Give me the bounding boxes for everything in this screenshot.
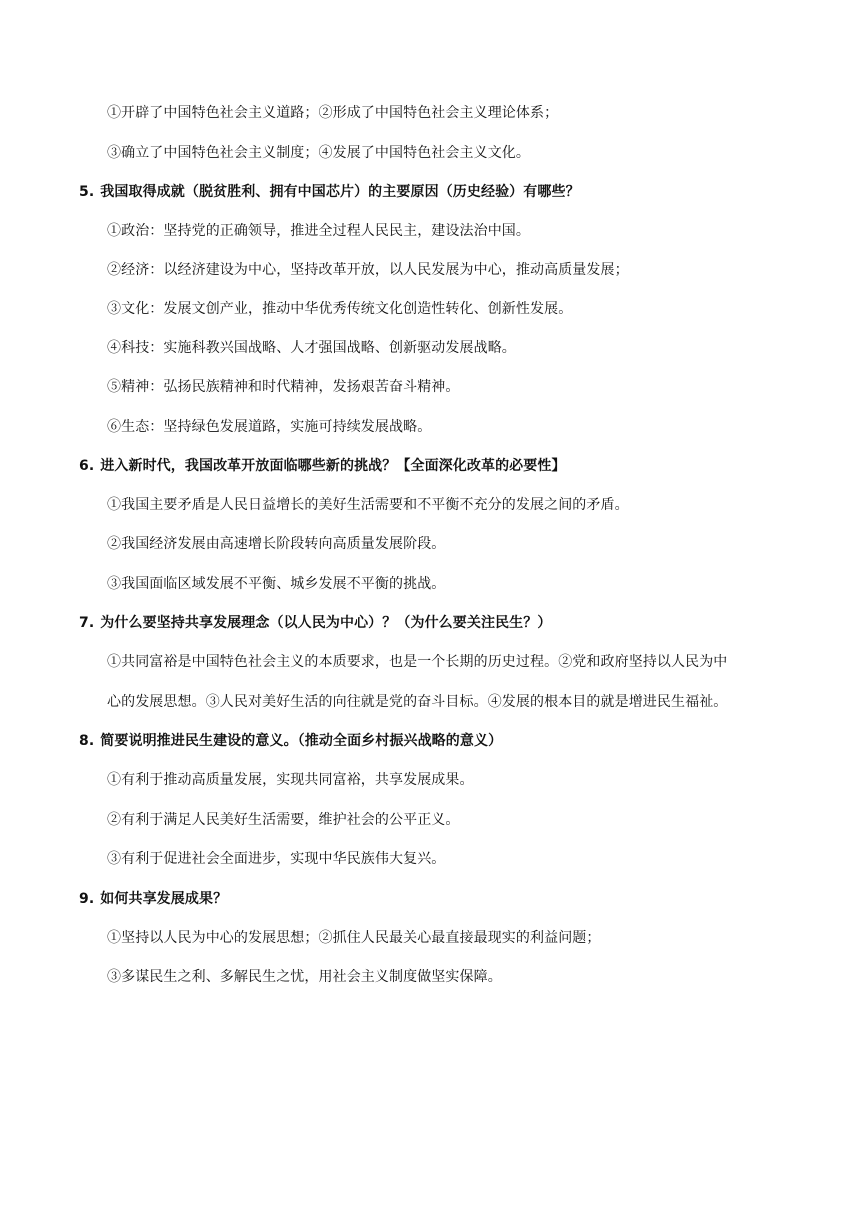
- intro-line-2: ③确立了中国特色社会主义制度；④发展了中国特色社会主义文化。: [107, 145, 530, 161]
- answer-line: ③多谋民生之利、多解民生之忧，用社会主义制度做坚实保障。: [107, 969, 502, 985]
- answer-line: ⑤精神：弘扬民族精神和时代精神，发扬艰苦奋斗精神。: [107, 379, 460, 395]
- question-text: 如何共享发展成果？: [100, 891, 228, 907]
- answer-line: 心的发展思想。③人民对美好生活的向往就是党的奋斗目标。④发展的根本目的就是增进民生福祉。: [107, 694, 728, 710]
- question-7: [79, 613, 551, 633]
- question-5: [79, 182, 580, 202]
- question-number: 8.: [79, 733, 95, 749]
- answer-line: ②我国经济发展由高速增长阶段转向高质量发展阶段。: [107, 536, 446, 552]
- question-text: 进入新时代，我国改革开放面临哪些新的挑战？【全面深化改革的必要性】: [100, 458, 566, 474]
- answer-line: ②经济：以经济建设为中心，坚持改革开放，以人民发展为中心，推动高质量发展；: [107, 262, 629, 278]
- answer-line: ⑥生态：坚持绿色发展道路，实施可持续发展战略。: [107, 419, 432, 435]
- answer-line: ③我国面临区域发展不平衡、城乡发展不平衡的挑战。: [107, 576, 446, 592]
- question-8: [79, 731, 502, 751]
- answer-line: ③有利于促进社会全面进步，实现中华民族伟大复兴。: [107, 851, 446, 867]
- answer-line: ①政治：坚持党的正确领导，推进全过程人民民主，建设法治中国。: [107, 223, 530, 239]
- answer-line: ④科技：实施科教兴国战略、人才强国战略、创新驱动发展战略。: [107, 340, 516, 356]
- question-number: 7.: [79, 615, 95, 631]
- answer-line: ①坚持以人民为中心的发展思想；②抓住人民最关心最直接最现实的利益问题；: [107, 930, 601, 946]
- question-number: 5.: [79, 184, 95, 200]
- answer-line: ②有利于满足人民美好生活需要，维护社会的公平正义。: [107, 812, 460, 828]
- intro-line-1: ①开辟了中国特色社会主义道路；②形成了中国特色社会主义理论体系；: [107, 105, 559, 121]
- question-number: 6.: [79, 458, 95, 474]
- answer-line: ①我国主要矛盾是人民日益增长的美好生活需要和不平衡不充分的发展之间的矛盾。: [107, 497, 629, 513]
- answer-line: ①有利于推动高质量发展，实现共同富裕，共享发展成果。: [107, 772, 474, 788]
- question-text: 为什么要坚持共享发展理念（以人民为中心）？（为什么要关注民生？）: [100, 615, 552, 631]
- answer-line: ③文化：发展文创产业，推动中华优秀传统文化创造性转化、创新性发展。: [107, 301, 573, 317]
- question-number: 9.: [79, 891, 95, 907]
- question-9: [79, 889, 227, 909]
- answer-line: ①共同富裕是中国特色社会主义的本质要求，也是一个长期的历史过程。②党和政府坚持以人民为中: [107, 654, 728, 670]
- question-6: [79, 456, 566, 476]
- question-text: 我国取得成就（脱贫胜利、拥有中国芯片）的主要原因（历史经验）有哪些？: [100, 184, 580, 200]
- question-text: 简要说明推进民生建设的意义。（推动全面乡村振兴战略的意义）: [100, 733, 503, 749]
